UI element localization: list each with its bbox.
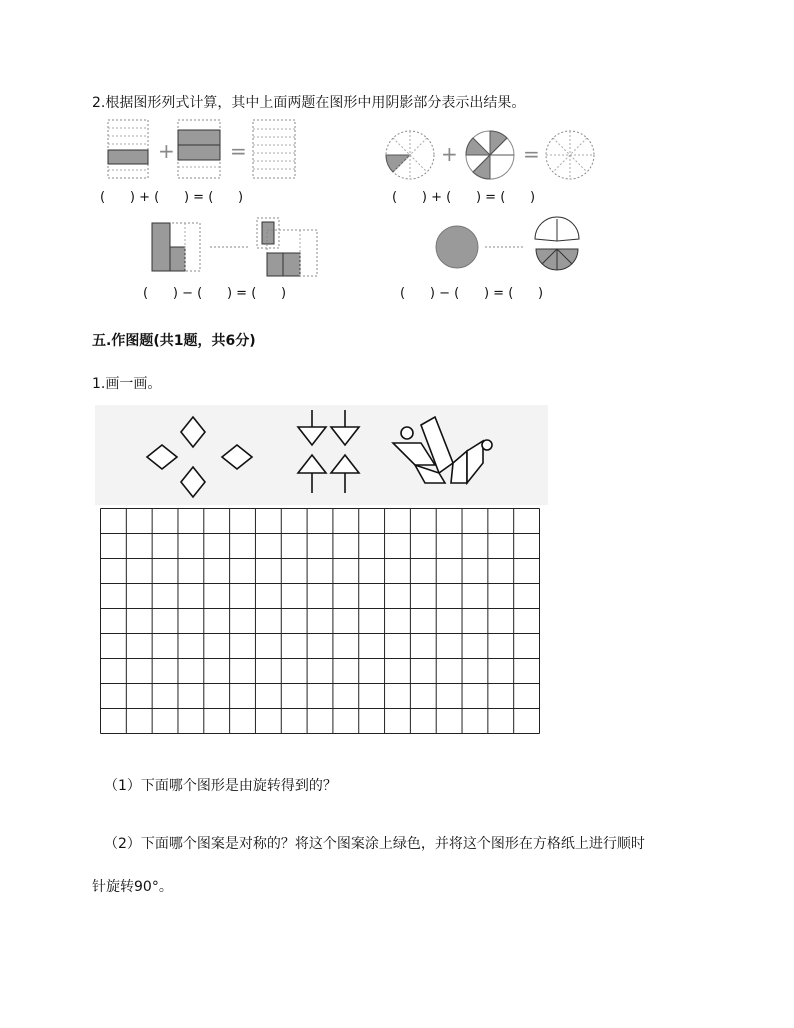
blank-add-circle[interactable]: ( ) + ( ) = ( ) (392, 190, 536, 205)
fraction-circle-2 (466, 131, 514, 179)
section-5-heading: 五.作图题(共1题，共6分) (92, 333, 256, 349)
problem-1-label: 1.画一画。 (92, 376, 162, 392)
equals-sign-1: = (230, 139, 247, 163)
square-minuend (152, 223, 200, 271)
fraction-rect-2 (178, 120, 220, 178)
circle-minuend (436, 226, 478, 268)
question-2-text-line2: 针旋转90°。 (92, 879, 173, 895)
blank-add-rect[interactable]: ( ) + ( ) = ( ) (100, 190, 244, 205)
question-2-text-line1: （2）下面哪个图案是对称的？将这个图案涂上绿色，并将这个图形在方格纸上进行顺时 (104, 836, 645, 852)
circle-subtrahend (535, 217, 579, 270)
circle-fraction-subtraction-figure (430, 222, 590, 277)
question-2-title: 2.根据图形列式计算，其中上面两题在图形中用阴影部分表示出结果。 (92, 95, 526, 111)
rect-fraction-addition-figure (100, 115, 310, 185)
plus-sign-1: + (158, 139, 175, 163)
blank-sub-circle[interactable]: ( ) − ( ) = ( ) (400, 286, 544, 301)
fraction-circle-result (546, 131, 594, 179)
question-1-text: （1）下面哪个图形是由旋转得到的？ (104, 778, 337, 794)
blank-sub-square[interactable]: ( ) − ( ) = ( ) (143, 286, 287, 301)
fraction-rect-1 (108, 120, 148, 178)
plus-sign-2: + (441, 142, 458, 166)
fraction-rect-result (253, 120, 295, 178)
circle-fraction-addition-figure (385, 128, 600, 183)
equals-sign-2: = (523, 142, 540, 166)
fraction-circle-1 (386, 131, 434, 179)
patterns-panel (95, 405, 548, 505)
square-subtrahend (257, 218, 317, 276)
square-fraction-subtraction-figure (150, 218, 325, 280)
grid-paper[interactable] (100, 508, 540, 734)
